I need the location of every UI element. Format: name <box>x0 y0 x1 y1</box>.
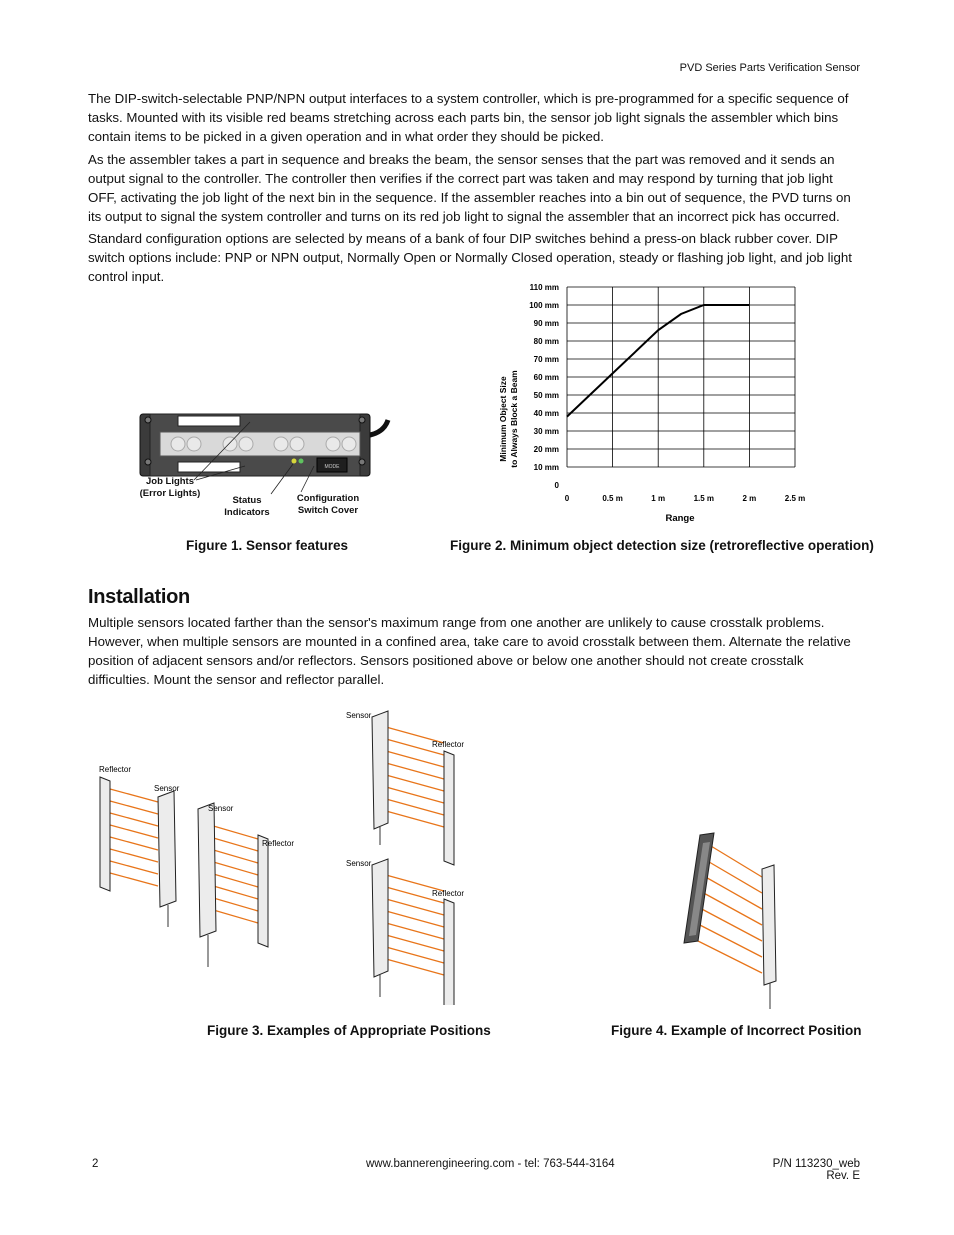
chart-y-tick-label: 10 mm <box>533 463 559 472</box>
figure-4-caption: Figure 4. Example of Incorrect Position <box>611 1023 862 1038</box>
chart-x-tick-label: 0.5 m <box>602 494 623 503</box>
chart-y-tick-label: 0 <box>554 481 559 490</box>
chart-x-axis-label: Range <box>665 513 695 524</box>
chart-y-tick-label: 60 mm <box>533 373 559 382</box>
chart-y-tick-label: 50 mm <box>533 391 559 400</box>
chart-x-tick-label: 2.5 m <box>784 494 806 503</box>
sensor-label-3: Sensor <box>346 711 372 720</box>
chart-x-tick-label: 2 m <box>742 494 757 503</box>
footer-website: www.bannerengineering.com - tel: 763-544-3164 <box>366 1158 615 1170</box>
paragraph-2: As the assembler takes a part in sequence and breaks the beam, the sensor senses that the part was removed and it sends an output signal to the controller. The controller then verifies if the correct part was taken and may respond by turning that job light OFF, activating the job light of the next bin in the sequence. If the assembler reaches into a bin out of sequence, the PVD turns on its output to signal the system controller and turns on its red job light to signal the assembler that an incorrect pick has occurred. <box>88 152 851 224</box>
installation-paragraph: Multiple sensors located farther than the sensor's maximum range from one another are unlikely to cause crosstalk problems. However, when multiple sensors are mounted in a confined area, take care to avoid crosstalk between them. Alternate the relative position of adjacent sensors and/or reflectors. Sensors positioned above or below one another should not create crosstalk difficulties. Mount the sensor and reflector parallel. <box>88 615 851 687</box>
chart-y-tick-label: 110 mm <box>529 283 559 292</box>
mode-label: MODE <box>324 464 340 470</box>
status-indicators-label: Status Indicators <box>224 495 270 518</box>
paragraph-3: Standard configuration options are selected by means of a bank of four DIP switches behind a press-on black rubber cover. DIP switch options include: PNP or NPN output, Normally Open or Normally Closed operation, steady or flashing job light, and job light control input. <box>88 231 852 284</box>
chart-y-axis-label <box>498 370 519 468</box>
reflector-label-4: Reflector <box>432 889 465 898</box>
sensor-label-4: Sensor <box>346 859 372 868</box>
appropriate-positions-illustration <box>90 705 480 1005</box>
installation-heading: Installation <box>88 586 190 608</box>
running-header: PVD Series Parts Verification Sensor <box>679 62 860 74</box>
svg-text:Minimum Object Size: Minimum Object Size <box>498 376 508 462</box>
figure-1-caption: Figure 1. Sensor features <box>186 538 349 553</box>
paragraph-1: The DIP-switch-selectable PNP/NPN output interfaces to a system controller, which is pre-programmed for a specific sequence of tasks. Mounted with its visible red beams stretching across each parts bin, the sensor job light signals the assembler which bins contain items to be picked in a given operation and in what order they should be picked. <box>88 91 849 144</box>
figure-3-caption: Figure 3. Examples of Appropriate Positions <box>207 1023 491 1038</box>
incorrect-position-illustration <box>670 825 800 1015</box>
leader-lines <box>255 460 315 500</box>
chart-y-tick-label: 70 mm <box>533 355 559 364</box>
footer-part-number: P/N 113230_web Rev. E <box>772 1158 860 1182</box>
chart-y-tick-label: 80 mm <box>533 337 559 346</box>
min-object-size-chart <box>490 275 820 530</box>
chart-x-tick-label: 1 m <box>651 494 666 503</box>
reflector-label-1: Reflector <box>99 765 132 774</box>
reflector-label-2: Reflector <box>262 839 295 848</box>
chart-y-tick-label: 90 mm <box>533 319 559 328</box>
job-lights-label: Job Lights (Error Lights) <box>139 476 201 499</box>
chart-x-tick-label: 1.5 m <box>693 494 715 503</box>
chart-y-tick-label: 20 mm <box>533 445 559 454</box>
chart-y-tick-label: 30 mm <box>533 427 559 436</box>
sensor-label-2: Sensor <box>208 804 234 813</box>
page-number: 2 <box>92 1158 99 1170</box>
sensor-label-1: Sensor <box>154 784 180 793</box>
svg-text:to Always Block a Beam: to Always Block a Beam <box>509 370 519 468</box>
chart-y-tick-label: 100 mm <box>529 301 559 310</box>
figure-2-caption: Figure 2. Minimum object detection size (retroreflective operation) <box>450 538 874 553</box>
reflector-label-3: Reflector <box>432 740 465 749</box>
chart-x-tick-labels <box>565 494 805 503</box>
chart-y-tick-label: 40 mm <box>533 409 559 418</box>
chart-y-tick-labels <box>529 283 559 490</box>
configuration-switch-cover-label: Configuration Switch Cover <box>296 493 360 516</box>
chart-x-tick-label: 0 <box>564 494 570 503</box>
